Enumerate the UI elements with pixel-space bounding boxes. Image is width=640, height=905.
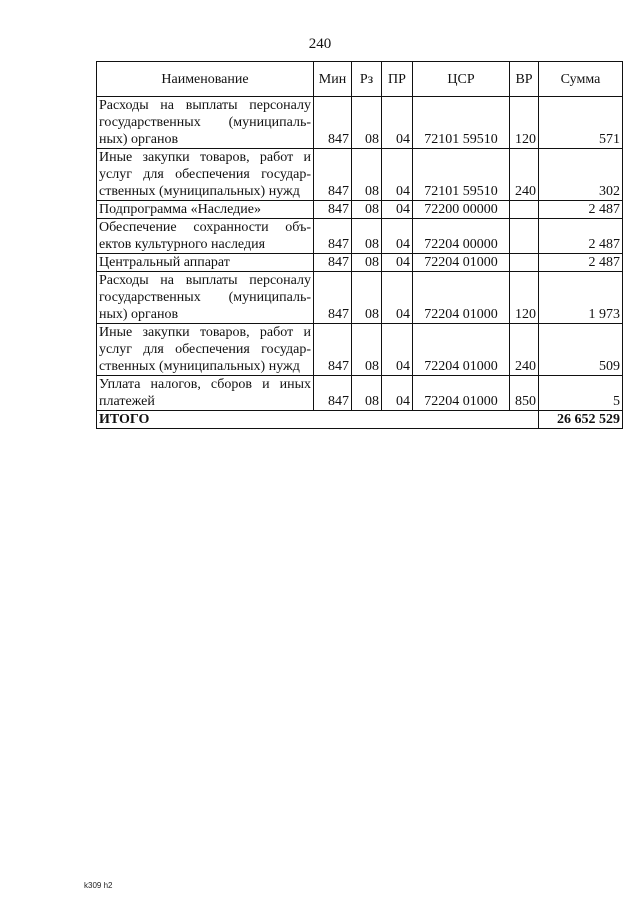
total-label: ИТОГО bbox=[97, 411, 539, 429]
table-row bbox=[97, 219, 623, 254]
row-min: 847 bbox=[314, 272, 352, 324]
row-vr bbox=[510, 254, 539, 272]
row-sum: 509 bbox=[539, 324, 623, 376]
row-rz: 08 bbox=[352, 272, 382, 324]
row-csr: 72204 01000 bbox=[413, 324, 510, 376]
row-csr: 72200 00000 bbox=[413, 201, 510, 219]
header-name: Наименование bbox=[97, 62, 314, 97]
row-rz: 08 bbox=[352, 201, 382, 219]
table-row bbox=[97, 97, 623, 149]
header-vr: ВР bbox=[510, 62, 539, 97]
row-rz: 08 bbox=[352, 97, 382, 149]
row-rz: 08 bbox=[352, 219, 382, 254]
row-vr: 850 bbox=[510, 376, 539, 411]
header-sum: Сумма bbox=[539, 62, 623, 97]
row-min: 847 bbox=[314, 201, 352, 219]
table-row bbox=[97, 272, 623, 324]
row-pr: 04 bbox=[382, 254, 413, 272]
row-pr: 04 bbox=[382, 376, 413, 411]
row-vr bbox=[510, 219, 539, 254]
row-csr: 72204 01000 bbox=[413, 272, 510, 324]
row-name: Уплата налогов, сборов и иных платежей bbox=[97, 376, 314, 411]
page-number: 240 bbox=[308, 36, 332, 52]
row-min: 847 bbox=[314, 324, 352, 376]
header-rz: Рз bbox=[352, 62, 382, 97]
total-sum: 26 652 529 bbox=[539, 411, 623, 429]
row-name: Центральный аппарат bbox=[97, 254, 314, 272]
row-csr: 72204 00000 bbox=[413, 219, 510, 254]
row-sum: 5 bbox=[539, 376, 623, 411]
row-rz: 08 bbox=[352, 254, 382, 272]
row-sum: 302 bbox=[539, 149, 623, 201]
row-name: Расходы на выплаты персоналу государственных (муниципаль-ных) органов bbox=[97, 97, 314, 149]
row-name: Подпрограмма «Наследие» bbox=[97, 201, 314, 219]
row-sum: 2 487 bbox=[539, 201, 623, 219]
row-sum: 2 487 bbox=[539, 219, 623, 254]
row-csr: 72204 01000 bbox=[413, 254, 510, 272]
table-row bbox=[97, 201, 623, 219]
row-rz: 08 bbox=[352, 376, 382, 411]
row-rz: 08 bbox=[352, 324, 382, 376]
row-min: 847 bbox=[314, 376, 352, 411]
header-csr: ЦСР bbox=[413, 62, 510, 97]
row-min: 847 bbox=[314, 254, 352, 272]
table-header-row bbox=[97, 62, 623, 97]
row-pr: 04 bbox=[382, 272, 413, 324]
row-name: Расходы на выплаты персоналу государственных (муниципаль-ных) органов bbox=[97, 272, 314, 324]
row-vr: 240 bbox=[510, 149, 539, 201]
row-pr: 04 bbox=[382, 97, 413, 149]
row-pr: 04 bbox=[382, 201, 413, 219]
row-rz: 08 bbox=[352, 149, 382, 201]
row-vr: 120 bbox=[510, 97, 539, 149]
row-name: Иные закупки товаров, работ и услуг для обеспечения государ-ственных (муниципальных) нужд bbox=[97, 149, 314, 201]
footer-code: k309 h2 bbox=[84, 881, 113, 890]
row-sum: 1 973 bbox=[539, 272, 623, 324]
row-vr bbox=[510, 201, 539, 219]
row-vr: 120 bbox=[510, 272, 539, 324]
row-pr: 04 bbox=[382, 149, 413, 201]
row-csr: 72101 59510 bbox=[413, 97, 510, 149]
table-row bbox=[97, 324, 623, 376]
row-name: Обеспечение сохранности объ-ектов культурного наследия bbox=[97, 219, 314, 254]
header-min: Мин bbox=[314, 62, 352, 97]
row-sum: 571 bbox=[539, 97, 623, 149]
header-pr: ПР bbox=[382, 62, 413, 97]
row-vr: 240 bbox=[510, 324, 539, 376]
row-min: 847 bbox=[314, 149, 352, 201]
row-pr: 04 bbox=[382, 324, 413, 376]
row-min: 847 bbox=[314, 219, 352, 254]
row-name: Иные закупки товаров, работ и услуг для обеспечения государ-ственных (муниципальных) нужд bbox=[97, 324, 314, 376]
table-row bbox=[97, 149, 623, 201]
row-min: 847 bbox=[314, 97, 352, 149]
row-sum: 2 487 bbox=[539, 254, 623, 272]
row-csr: 72204 01000 bbox=[413, 376, 510, 411]
table-row bbox=[97, 254, 623, 272]
row-csr: 72101 59510 bbox=[413, 149, 510, 201]
total-row bbox=[97, 411, 623, 429]
table-row bbox=[97, 376, 623, 411]
budget-table bbox=[96, 61, 623, 429]
row-pr: 04 bbox=[382, 219, 413, 254]
